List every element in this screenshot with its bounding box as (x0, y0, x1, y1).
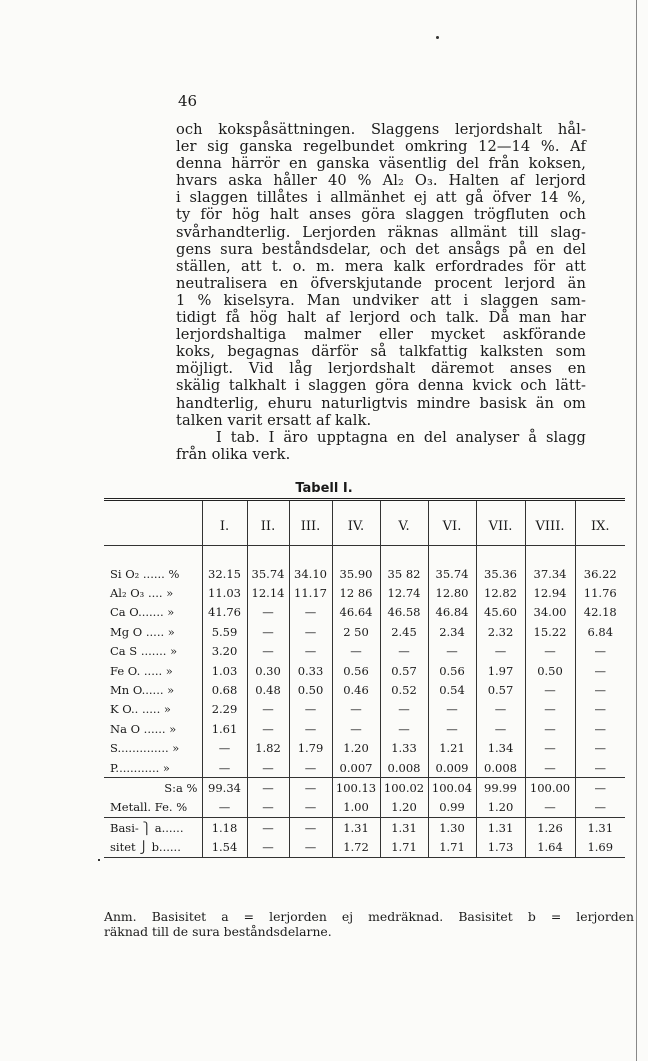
table-cell: — (575, 758, 625, 778)
table-cell: — (380, 700, 428, 719)
table-cell: 35.90 (332, 564, 380, 583)
table-cell: 0.99 (428, 798, 476, 818)
row-label: Ca O....... » (110, 605, 175, 620)
row-label: P............ » (110, 760, 170, 775)
table-cell: 34.00 (525, 603, 575, 622)
table-cell: — (247, 818, 289, 838)
table-row (104, 818, 625, 838)
table-cell: — (332, 642, 380, 661)
table-cell: 0.008 (380, 758, 428, 778)
text-line: tidigt få hög halt af lerjord och talk. Då man har (176, 309, 586, 327)
table-cell: 0.56 (428, 661, 476, 680)
table-cell: — (247, 622, 289, 641)
page-number: 46 (178, 92, 198, 110)
text-line: ler sig ganska regelbundet omkring 12—14 %. Af (176, 138, 586, 156)
row-label: S:a % (104, 778, 202, 798)
slag-analysis-table (104, 498, 625, 858)
table-cell: — (525, 739, 575, 758)
table-cell: 12.80 (428, 583, 476, 602)
table-row (104, 603, 625, 622)
table-row (104, 758, 625, 778)
text-line: 1 % kiselsyra. Man undviker att i slaggen sam- (176, 291, 586, 309)
table-cell: 0.50 (289, 680, 332, 699)
table-cell: — (525, 680, 575, 699)
row-label: Al₂ O₃ .... » (110, 586, 174, 601)
print-speck (436, 36, 439, 39)
table-row (104, 622, 625, 641)
table-cell: — (202, 739, 247, 758)
table-cell: 41.76 (202, 603, 247, 622)
table-cell: — (575, 680, 625, 699)
table-cell: — (289, 818, 332, 838)
table-cell: — (289, 758, 332, 778)
table-cell: 1.79 (289, 739, 332, 758)
table-cell: — (575, 700, 625, 719)
table-cell: 99.34 (202, 778, 247, 798)
table-cell: 6.84 (575, 622, 625, 641)
text-line: ställen, att t. o. m. mera kalk erfordrades för att (176, 257, 586, 275)
table-cell: 3.20 (202, 642, 247, 661)
column-header: V. (380, 507, 428, 546)
table-cell: 1.31 (380, 818, 428, 838)
row-label: Mn O...... » (110, 683, 175, 698)
table-cell: 1.82 (247, 739, 289, 758)
table-cell: — (380, 719, 428, 738)
table-cell: 0.46 (332, 680, 380, 699)
table-cell: — (247, 778, 289, 798)
table-cell: — (247, 758, 289, 778)
table-cell: — (332, 719, 380, 738)
table-cell: 12.94 (525, 583, 575, 602)
table-cell: 1.20 (380, 798, 428, 818)
page-edge-rule (636, 0, 637, 1061)
table-cell: — (247, 642, 289, 661)
text-line: ty för hög halt anses göra slaggen trögfluten och (176, 206, 586, 224)
table-row (104, 798, 625, 818)
table-cell: 45.60 (476, 603, 525, 622)
table-cell: 2.29 (202, 700, 247, 719)
table-cell: — (289, 778, 332, 798)
table-title: Tabell I. (295, 481, 353, 496)
table-cell: — (575, 798, 625, 818)
table-cell: — (289, 798, 332, 818)
table-row (104, 837, 625, 857)
table-cell: 1.20 (332, 739, 380, 758)
table-cell: 35.74 (247, 564, 289, 583)
row-label: Metall. Fe. % (110, 800, 188, 815)
table-cell: 1.34 (476, 739, 525, 758)
table-cell: 42.18 (575, 603, 625, 622)
table-cell: — (476, 700, 525, 719)
table-cell: 1.31 (575, 818, 625, 838)
body-paragraph (176, 121, 586, 463)
table-cell: 2.45 (380, 622, 428, 641)
row-label: Ca S ....... » (110, 644, 178, 659)
table-cell: — (202, 758, 247, 778)
table-cell: 11.03 (202, 583, 247, 602)
table-cell: — (428, 700, 476, 719)
row-label: Na O ...... » (110, 721, 177, 736)
text-line: I tab. I äro upptagna en del analyser å slagg (216, 428, 586, 446)
table-note (104, 909, 634, 939)
table-cell: — (289, 603, 332, 622)
table-row (104, 719, 625, 738)
table-cell: 15.22 (525, 622, 575, 641)
table-cell: 1.71 (428, 837, 476, 857)
text-line: hvars aska håller 40 % Al₂ O₃. Halten af lerjord (176, 172, 586, 190)
table-cell: 1.97 (476, 661, 525, 680)
text-line: gens sura beståndsdelar, och det ansågs på en del (176, 240, 586, 258)
table-cell: 34.10 (289, 564, 332, 583)
text-line: lerjordshaltiga malmer eller mycket askförande (176, 326, 586, 344)
note-line: räknad till de sura beståndsdelarne. (104, 924, 332, 939)
column-header: IV. (332, 507, 380, 546)
column-header: II. (247, 507, 289, 546)
margin-mark (98, 859, 100, 861)
table-cell: 1.73 (476, 837, 525, 857)
table-cell: 2.32 (476, 622, 525, 641)
table-cell: 12 86 (332, 583, 380, 602)
text-line: handterlig, ehuru naturligtvis mindre basisk än om (176, 394, 586, 412)
table-cell: 46.64 (332, 603, 380, 622)
table-cell: — (428, 642, 476, 661)
table-cell: 1.20 (476, 798, 525, 818)
table-cell: 12.74 (380, 583, 428, 602)
column-header: VII. (476, 507, 525, 546)
table-cell: 35.74 (428, 564, 476, 583)
column-header: III. (289, 507, 332, 546)
table-cell: — (525, 798, 575, 818)
text-line: koks, begagnas därför så talkfattig kalksten som (176, 343, 586, 361)
table-cell: 0.56 (332, 661, 380, 680)
table-cell: — (575, 642, 625, 661)
table-cell: — (289, 719, 332, 738)
table-cell: — (525, 758, 575, 778)
table-row (104, 680, 625, 699)
row-label: Fe O. ..... » (110, 663, 173, 678)
table-cell: — (476, 642, 525, 661)
table-cell: 1.18 (202, 818, 247, 838)
table-cell: — (289, 622, 332, 641)
row-label: Mg O ..... » (110, 624, 175, 639)
table-row (104, 564, 625, 583)
table-cell: 1.71 (380, 837, 428, 857)
table-cell: 0.30 (247, 661, 289, 680)
table-cell: 1.30 (428, 818, 476, 838)
table-cell: 11.17 (289, 583, 332, 602)
text-line: talken varit ersatt af kalk. (176, 411, 372, 429)
row-label: S.............. » (110, 741, 180, 756)
table-row (104, 661, 625, 680)
table-cell: 0.007 (332, 758, 380, 778)
table-row (104, 778, 625, 798)
table-row (104, 700, 625, 719)
table-cell: 12.82 (476, 583, 525, 602)
table-cell: — (428, 719, 476, 738)
note-line: Anm. Basisitet a = lerjorden ej medräknad. Basisitet b = lerjorden (104, 909, 634, 924)
table-cell: — (247, 798, 289, 818)
table-cell: 100.13 (332, 778, 380, 798)
table-cell: — (289, 700, 332, 719)
table-cell: — (289, 642, 332, 661)
table-cell: 0.68 (202, 680, 247, 699)
table-cell: 0.009 (428, 758, 476, 778)
table-cell: — (247, 837, 289, 857)
table-cell: 1.31 (332, 818, 380, 838)
table-cell: 100.00 (525, 778, 575, 798)
table-cell: 5.59 (202, 622, 247, 641)
column-header: VI. (428, 507, 476, 546)
table-cell: 100.04 (428, 778, 476, 798)
table-cell: 1.03 (202, 661, 247, 680)
text-line: neutralisera en öfverskjutande procent lerjord än (176, 274, 586, 292)
table-cell: — (332, 700, 380, 719)
table-cell: 0.48 (247, 680, 289, 699)
table-cell: 0.52 (380, 680, 428, 699)
table-cell: 1.72 (332, 837, 380, 857)
text-line: möjligt. Vid låg lerjordshalt däremot anses en (176, 360, 586, 378)
table-cell: 1.26 (525, 818, 575, 838)
table-cell: 1.33 (380, 739, 428, 758)
table-cell: 12.14 (247, 583, 289, 602)
table-cell: 1.64 (525, 837, 575, 857)
table-cell: 1.31 (476, 818, 525, 838)
column-header: IX. (575, 507, 625, 546)
table-cell: 0.57 (380, 661, 428, 680)
table-header-row (104, 507, 625, 546)
table-cell: — (247, 603, 289, 622)
table-cell: 1.61 (202, 719, 247, 738)
table-cell: 2 50 (332, 622, 380, 641)
table-cell: — (575, 739, 625, 758)
table-row (104, 642, 625, 661)
text-line: från olika verk. (176, 445, 291, 463)
table-cell: 46.84 (428, 603, 476, 622)
table-cell: — (247, 719, 289, 738)
row-label: Basi- ⎫ a...... (104, 818, 202, 838)
table-cell: — (202, 798, 247, 818)
text-line: denna härrör en ganska väsentlig del från koksen, (176, 155, 586, 173)
table-cell: 37.34 (525, 564, 575, 583)
table-cell: 36.22 (575, 564, 625, 583)
table-cell: 2.34 (428, 622, 476, 641)
table-cell: 1.54 (202, 837, 247, 857)
table-cell: 32.15 (202, 564, 247, 583)
table-cell: 0.008 (476, 758, 525, 778)
text-line: och kokspåsättningen. Slaggens lerjordshalt hål- (176, 121, 586, 138)
table-cell: 11.76 (575, 583, 625, 602)
table-cell: 46.58 (380, 603, 428, 622)
table-cell: 1.21 (428, 739, 476, 758)
table-cell: 35 82 (380, 564, 428, 583)
row-label: sitet ⎭ b...... (104, 837, 202, 857)
table-cell: 35.36 (476, 564, 525, 583)
table-cell: — (575, 661, 625, 680)
table-cell: — (525, 642, 575, 661)
table-spacer-row (104, 546, 625, 565)
row-label: K O.. ..... » (110, 702, 171, 717)
table-cell: 100.02 (380, 778, 428, 798)
table-cell: 0.57 (476, 680, 525, 699)
column-header: I. (202, 507, 247, 546)
text-line: i slaggen tillåtes i allmänhet ej att gå öfver 14 %, (176, 189, 586, 207)
table-cell: — (575, 719, 625, 738)
table-cell: — (476, 719, 525, 738)
table-cell: — (289, 837, 332, 857)
table-row (104, 739, 625, 758)
row-label: Si O₂ ...... % (110, 566, 180, 581)
column-header: VIII. (525, 507, 575, 546)
table-cell: 0.54 (428, 680, 476, 699)
table-cell: — (525, 700, 575, 719)
table-cell: — (380, 642, 428, 661)
table-cell: 0.33 (289, 661, 332, 680)
table-cell: 99.99 (476, 778, 525, 798)
table-cell: — (575, 778, 625, 798)
table-row (104, 583, 625, 602)
table-cell: 0.50 (525, 661, 575, 680)
text-line: skälig talkhalt i slaggen göra denna kvick och lätt- (176, 377, 586, 395)
text-line: svårhandterlig. Lerjorden räknas allmänt till slag- (176, 223, 586, 241)
table-cell: — (247, 700, 289, 719)
table-cell: — (525, 719, 575, 738)
table-cell: 1.00 (332, 798, 380, 818)
table-cell: 1.69 (575, 837, 625, 857)
